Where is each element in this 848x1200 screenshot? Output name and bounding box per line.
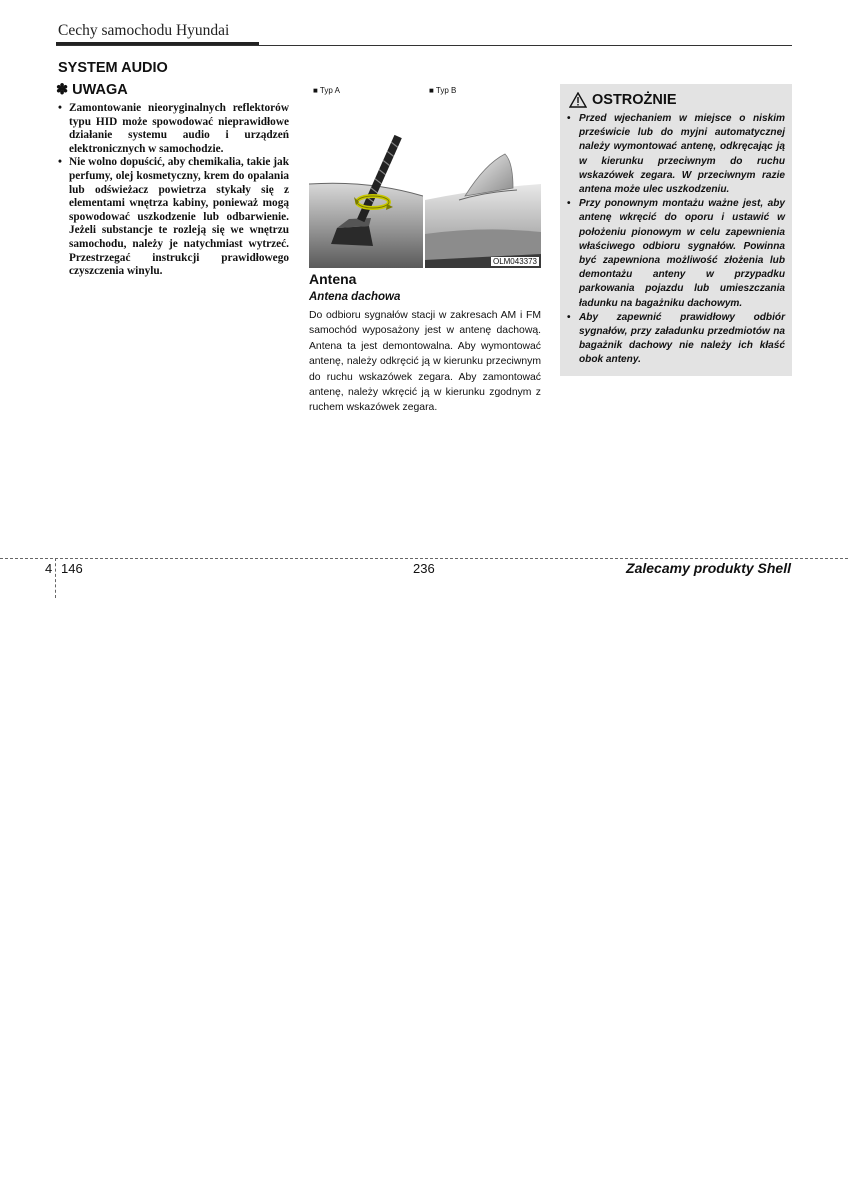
caution-item: • Przy ponownym montażu ważne jest, aby antenę wkręcić do oporu i ustawić w położeniu pionowym w celu zapewnienia właściwego odbioru sygnałów. Powinna być zapewniona możliwość złożenia lub demontażu anteny w przypadku parkowania pojazdu lub umieszczania ładunku na bagażniku dachowym. bbox=[567, 197, 785, 311]
antena-heading: Antena bbox=[309, 271, 357, 287]
caution-list bbox=[567, 112, 785, 368]
page-header-title: Cechy samochodu Hyundai bbox=[58, 22, 230, 39]
antenna-type-b-image bbox=[425, 84, 541, 268]
caution-item: • Przed wjechaniem w miejsce o niskim prześwicie lub do myjni automatycznej należy wymontować antenę, odkręcając ją w kierunku przeciwnym do ruchu wskazówek zegara. W przeciwnym razie antena może ulec uszkodzeniu. bbox=[567, 112, 785, 197]
header-rule bbox=[56, 45, 792, 46]
footer-dashed-divider bbox=[55, 558, 56, 598]
figure-label-type-b: ■ Typ B bbox=[429, 86, 457, 95]
section-title: SYSTEM AUDIO bbox=[58, 60, 168, 76]
footer-slogan: Zalecamy produkty Shell bbox=[626, 560, 791, 576]
figure-code: OLM043373 bbox=[492, 257, 537, 266]
warning-triangle-icon bbox=[569, 92, 587, 108]
footer-dashed-rule bbox=[0, 558, 848, 559]
antenna-type-a-image bbox=[309, 84, 423, 268]
footer-page-number: 146 bbox=[61, 561, 83, 576]
footer-section-number: 4 bbox=[45, 561, 53, 576]
uwaga-item: • Nie wolno dopuścić, aby chemikalia, takie jak perfumy, olej kosmetyczny, krem do opalania lub odświeżacz powietrza stykały się z elementami wnętrza kabiny, ponieważ mogą spowodować uszkodzenie lub odbarwienie. Jeżeli substancje te rozleją się we wnętrzu samochodu, należy je natychmiast wytrzeć. Przestrzegać instrukcji prawidłowego czyszczenia winylu. bbox=[58, 156, 289, 278]
caution-item: • Aby zapewnić prawidłowy odbiór sygnałów, przy załadunku przedmiotów na bagażnik dachowy nie należy ich kłaść obok anteny. bbox=[567, 311, 785, 368]
uwaga-list bbox=[58, 102, 289, 279]
caution-heading-text: OSTROŻNIE bbox=[592, 92, 677, 108]
caution-heading bbox=[569, 92, 677, 108]
antena-subheading: Antena dachowa bbox=[309, 291, 401, 303]
caution-box bbox=[560, 84, 792, 376]
figure-label-type-a: ■ Typ A bbox=[313, 86, 340, 95]
antena-body-text: Do odbioru sygnałów stacji w zakresach AM i FM samochód wyposażony jest w antenę dachową. Antena ta jest demontowalna. Aby wymontować antenę, należy odkręcić ją w kierunku przeciwnym do ruchu wskazówek zegara. Aby zamontować antenę, należy wkręcić ją w kierunku zgodnym z ruchem wskazówek zegara. bbox=[309, 310, 541, 414]
uwaga-item: • Zamontowanie nieoryginalnych reflektorów typu HID może spowodować nieprawidłowe działanie systemu audio i urządzeń elektronicznych w samochodzie. bbox=[58, 102, 289, 156]
uwaga-heading: ✽ UWAGA bbox=[56, 82, 128, 98]
antenna-figure bbox=[309, 84, 541, 268]
footer-center-number: 236 bbox=[413, 561, 435, 576]
